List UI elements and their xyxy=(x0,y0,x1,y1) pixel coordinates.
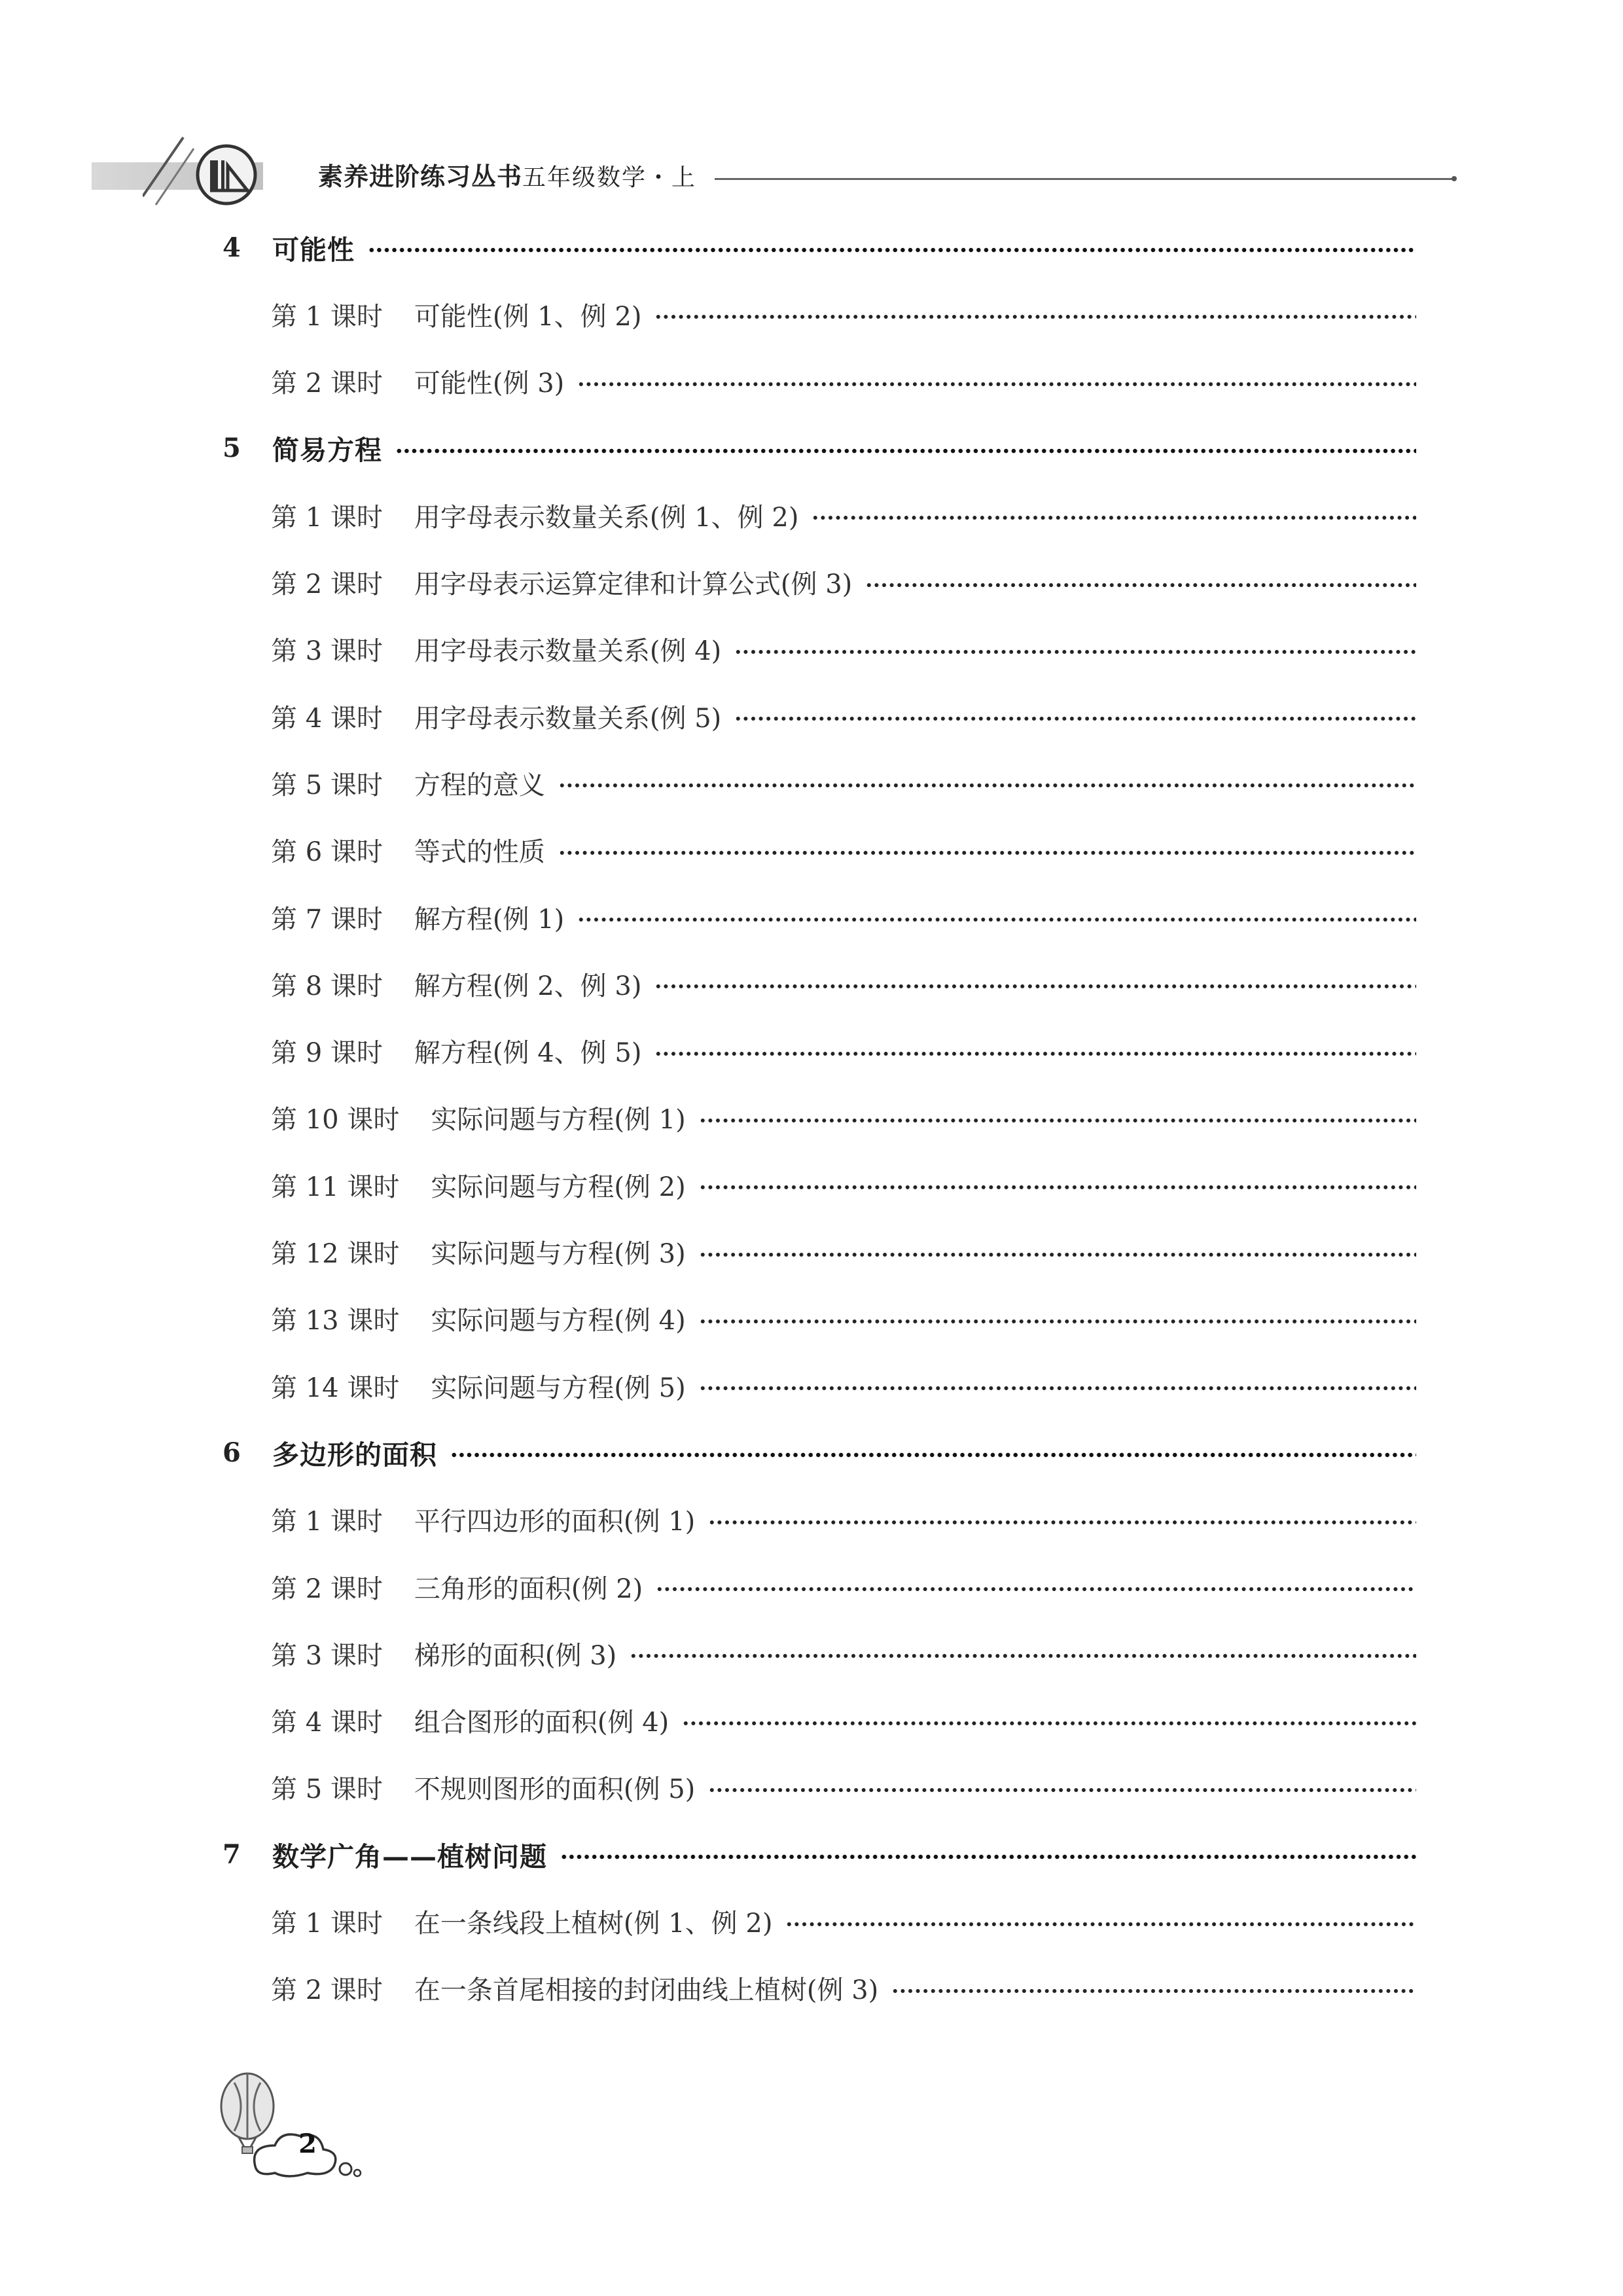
lesson-label: 第 4 课时 xyxy=(271,1708,383,1738)
dot-leader xyxy=(654,984,1416,989)
dot-leader xyxy=(699,1252,1416,1257)
lesson-label: 第 12 课时 xyxy=(271,1239,400,1269)
dot-leader xyxy=(734,649,1416,655)
lesson-label: 第 4 课时 xyxy=(271,703,383,734)
toc-lesson-row[interactable] xyxy=(271,891,1416,943)
dot-leader xyxy=(560,1854,1416,1859)
toc-lesson-row[interactable] xyxy=(271,1761,1416,1814)
lesson-label: 第 6 课时 xyxy=(271,837,383,868)
lesson-title: 实际问题与方程(例 1) xyxy=(431,1105,686,1136)
dot-leader xyxy=(577,382,1416,387)
unit-title: 多边形的面积 xyxy=(272,1439,437,1471)
lesson-title: 在一条线段上植树(例 1、例 2) xyxy=(414,1909,773,1939)
dot-leader xyxy=(708,1787,1416,1793)
lesson-title: 组合图形的面积(例 4) xyxy=(414,1708,669,1738)
lesson-title: 解方程(例 2、例 3) xyxy=(414,971,642,1001)
dot-leader xyxy=(656,1587,1416,1592)
dot-leader xyxy=(812,515,1416,520)
dot-leader xyxy=(654,1051,1416,1056)
toc-lesson-row[interactable] xyxy=(271,556,1416,609)
toc-lesson-row[interactable] xyxy=(271,355,1416,408)
lesson-title: 实际问题与方程(例 4) xyxy=(431,1306,686,1336)
unit-number: 7 xyxy=(223,1839,241,1870)
dot-leader xyxy=(630,1653,1416,1659)
lesson-title: 实际问题与方程(例 5) xyxy=(431,1372,686,1403)
unit-title: 可能性 xyxy=(272,234,355,266)
dot-leader xyxy=(891,1988,1416,1994)
toc-lesson-row[interactable] xyxy=(271,824,1416,876)
lesson-title: 等式的性质 xyxy=(414,837,545,868)
toc-lesson-row[interactable] xyxy=(271,1494,1416,1546)
lesson-label: 第 2 课时 xyxy=(271,569,383,600)
lesson-title: 可能性(例 1、例 2) xyxy=(414,301,642,332)
toc-lesson-row[interactable] xyxy=(271,1092,1416,1144)
toc-lesson-row[interactable] xyxy=(271,1695,1416,1747)
toc-lesson-row[interactable] xyxy=(271,1627,1416,1679)
toc-lesson-row[interactable] xyxy=(271,1293,1416,1345)
book-subtitle: 五年级数学・上 xyxy=(522,164,697,191)
lesson-label: 第 11 课时 xyxy=(271,1172,400,1202)
toc-lesson-row[interactable] xyxy=(271,1226,1416,1278)
lesson-label: 第 1 课时 xyxy=(271,1909,383,1939)
dot-leader xyxy=(699,1386,1416,1391)
toc-lesson-row[interactable] xyxy=(271,1962,1416,2015)
lesson-label: 第 2 课时 xyxy=(271,1975,383,2006)
lesson-label: 第 3 课时 xyxy=(271,636,383,667)
dot-leader xyxy=(450,1452,1416,1458)
toc-unit-row[interactable] xyxy=(223,221,1416,274)
toc-lesson-row[interactable] xyxy=(271,757,1416,809)
lesson-title: 解方程(例 1) xyxy=(414,904,565,935)
toc-lesson-row[interactable] xyxy=(271,690,1416,742)
lesson-title: 实际问题与方程(例 3) xyxy=(431,1239,686,1269)
toc-lesson-row[interactable] xyxy=(271,1158,1416,1211)
lesson-title: 解方程(例 4、例 5) xyxy=(414,1038,642,1069)
dot-leader xyxy=(708,1520,1416,1525)
lesson-title: 实际问题与方程(例 2) xyxy=(431,1172,686,1202)
unit-title: 数学广角——植树问题 xyxy=(272,1840,547,1873)
dot-leader xyxy=(368,247,1416,253)
lesson-label: 第 3 课时 xyxy=(271,1640,383,1671)
toc-unit-row[interactable] xyxy=(223,422,1416,475)
dot-leader xyxy=(699,1118,1416,1123)
lesson-title: 可能性(例 3) xyxy=(414,368,565,399)
lesson-label: 第 10 课时 xyxy=(271,1105,400,1136)
lesson-title: 不规则图形的面积(例 5) xyxy=(414,1774,696,1805)
lesson-label: 第 1 课时 xyxy=(271,1507,383,1537)
toc-unit-row[interactable] xyxy=(223,1828,1416,1880)
page-number: 2 xyxy=(298,2128,317,2159)
lesson-label: 第 9 课时 xyxy=(271,1038,383,1069)
dot-leader xyxy=(395,448,1416,454)
toc-lesson-row[interactable] xyxy=(271,958,1416,1010)
dot-leader xyxy=(699,1185,1416,1190)
dot-leader xyxy=(682,1721,1416,1726)
dot-leader xyxy=(654,314,1416,319)
dot-leader xyxy=(785,1922,1416,1927)
lesson-title: 用字母表示数量关系(例 4) xyxy=(414,636,722,667)
lesson-title: 方程的意义 xyxy=(414,770,545,800)
lesson-label: 第 2 课时 xyxy=(271,1573,383,1604)
dot-leader xyxy=(734,716,1416,721)
lesson-title: 用字母表示运算定律和计算公式(例 3) xyxy=(414,569,853,600)
toc-lesson-row[interactable] xyxy=(271,1560,1416,1613)
dot-leader xyxy=(558,850,1416,855)
dot-leader xyxy=(558,783,1416,788)
lesson-label: 第 5 课时 xyxy=(271,770,383,800)
unit-number: 5 xyxy=(223,433,241,464)
lesson-title: 三角形的面积(例 2) xyxy=(414,1573,643,1604)
lesson-title: 用字母表示数量关系(例 1、例 2) xyxy=(414,502,799,533)
lesson-label: 第 1 课时 xyxy=(271,502,383,533)
lesson-title: 平行四边形的面积(例 1) xyxy=(414,1507,696,1537)
unit-number: 6 xyxy=(223,1437,241,1468)
toc-lesson-row[interactable] xyxy=(271,489,1416,541)
lesson-label: 第 1 课时 xyxy=(271,301,383,332)
toc-unit-row[interactable] xyxy=(223,1426,1416,1479)
lesson-label: 第 8 课时 xyxy=(271,971,383,1001)
dot-leader xyxy=(699,1319,1416,1324)
toc-lesson-row[interactable] xyxy=(271,1359,1416,1412)
lesson-label: 第 13 课时 xyxy=(271,1306,400,1336)
unit-title: 简易方程 xyxy=(272,435,382,467)
lesson-title: 梯形的面积(例 3) xyxy=(414,1640,617,1671)
lesson-title: 在一条首尾相接的封闭曲线上植树(例 3) xyxy=(414,1975,879,2006)
lesson-label: 第 14 课时 xyxy=(271,1372,400,1403)
page-footer xyxy=(209,2068,380,2179)
toc-lesson-row[interactable] xyxy=(271,288,1416,340)
dot-leader xyxy=(865,583,1416,588)
toc-lesson-row[interactable] xyxy=(271,1025,1416,1077)
toc-lesson-row[interactable] xyxy=(271,623,1416,675)
lesson-label: 第 7 课时 xyxy=(271,904,383,935)
lesson-label: 第 5 课时 xyxy=(271,1774,383,1805)
lesson-label: 第 2 课时 xyxy=(271,368,383,399)
series-title: 素养进阶练习丛书 xyxy=(318,162,523,191)
balloon-cloud-icon xyxy=(209,2068,380,2179)
unit-number: 4 xyxy=(223,232,241,263)
dot-leader xyxy=(577,917,1416,922)
toc-lesson-row[interactable] xyxy=(271,1895,1416,1948)
lesson-title: 用字母表示数量关系(例 5) xyxy=(414,703,722,734)
